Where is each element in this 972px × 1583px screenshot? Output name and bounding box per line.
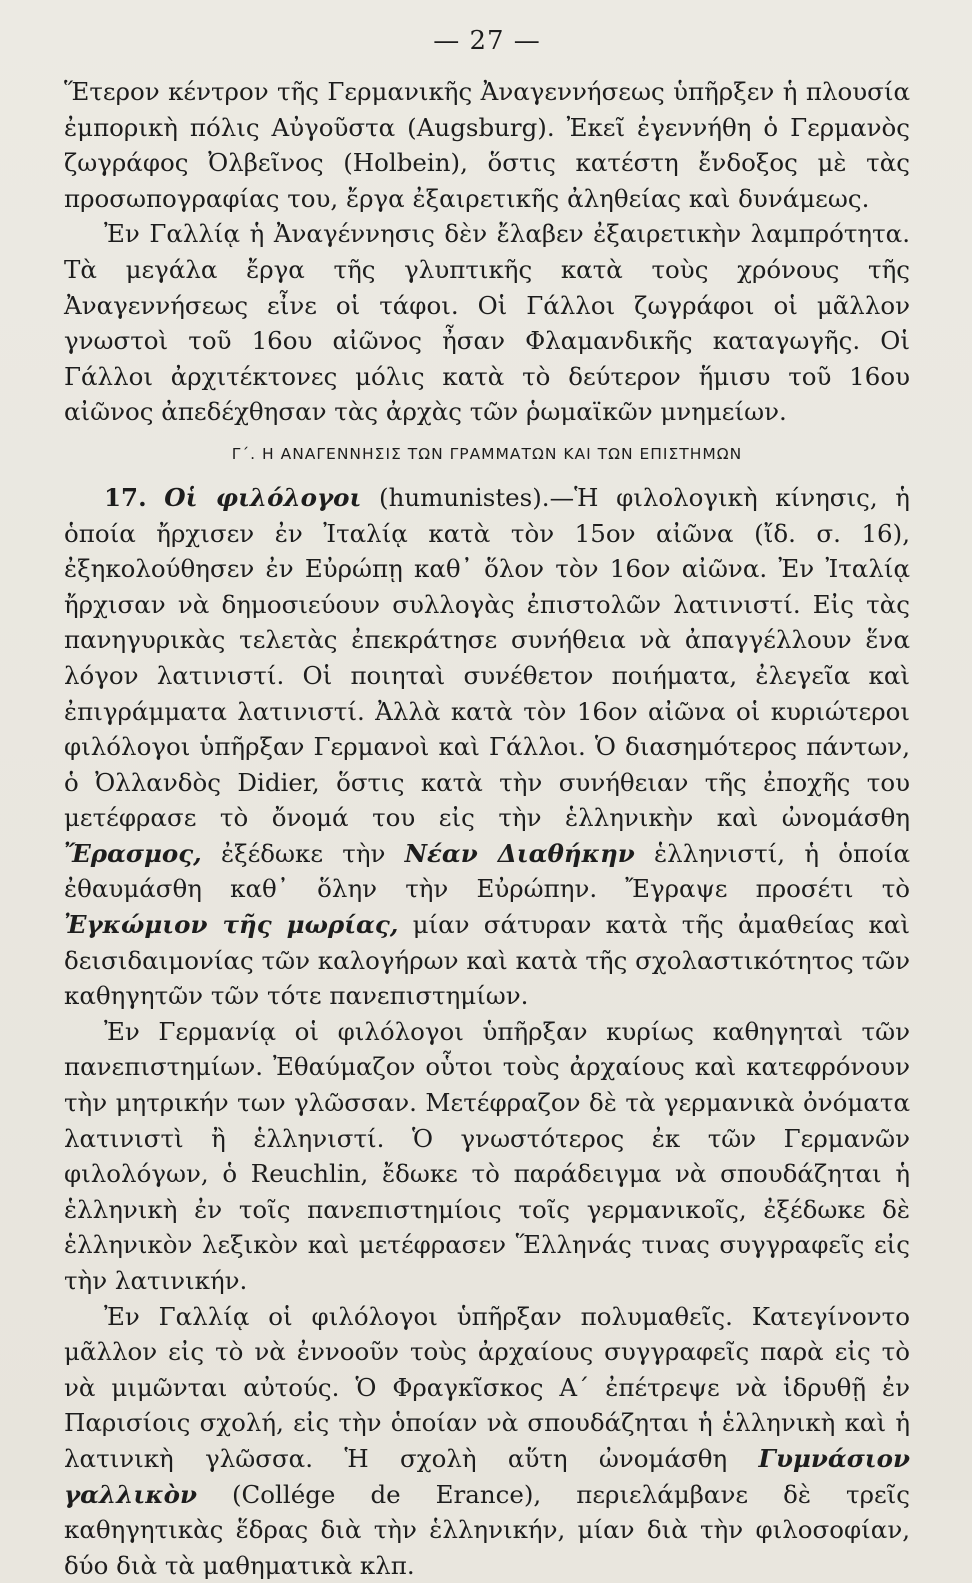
humanists-text-d: μίαν σάτυραν κατὰ τῆς ἀμαθείας καὶ δεισιδαιμονίας τῶν καλογήρων καὶ κατὰ τῆς σχολαστικότητος τῶν καθηγητῶν τῶν τότε πανεπιστημίων. (64, 910, 910, 1011)
paragraph-germany-humanists (64, 1014, 910, 1299)
emph-college-de-france: Γυμνάσιον γαλλικὸν (64, 1443, 910, 1509)
humanists-text-c: ἑλληνιστί, ἡ ὁποία ἐθαυμάσθη καθ᾽ ὅλην τὴν Εὐρώπην. Ἔγραψε προσέτι τὸ (64, 838, 910, 904)
emph-new-testament: Νέαν Διαθήκην (404, 838, 635, 868)
paragraph-augsburg-text: Ἕτερον κέντρον τῆς Γερμανικῆς Ἀναγεννήσεως ὑπῆρξεν ἡ πλουσία ἐμπορικὴ πόλις Αὐγοῦστα (Augsburg). Ἐκεῖ ἐγεννήθη ὁ Γερμανὸς ζωγράφος Ὀλβεῖνος (Holbein), ὅστις κατέστη ἔνδοξος μὲ τὰς προσωπογραφίας του, ἔργα ἐξαιρετικῆς ἀληθείας καὶ δυνάμεως. (64, 77, 910, 213)
france-humanists-text-a: Ἐν Γαλλίᾳ οἱ φιλόλογοι ὑπῆρξαν πολυμαθεῖς. Κατεγίνοντο μᾶλλον εἰς τὸ νὰ ἐννοοῦν τοὺς ἀρχαίους συγγραφεῖς παρὰ εἰς τὸ νὰ μιμῶνται αὐτούς. Ὁ Φραγκῖσκος Α΄ ἐπέτρεψε νὰ ἱδρυθῇ ἐν Παρισίοις σχολή, εἰς τὴν ὁποίαν νὰ σπουδάζηται ἡ ἑλληνικὴ καὶ ἡ λατινικὴ γλῶσσα. Ἡ σχολὴ αὕτη ὠνομάσθη (64, 1301, 910, 1473)
france-humanists-text-b: (Collége de Erance), περιελάμβανε δὲ τρεῖς καθηγητικὰς ἕδρας διὰ τὴν ἑλληνικήν, μίαν διὰ τὴν φιλοσοφίαν, δύο διὰ τὰ μαθηματικὰ κλπ. (64, 1479, 910, 1580)
subsection-number: 17. (104, 482, 147, 512)
humanists-text-a: (humunistes).—Ἡ φιλολογικὴ κίνησις, ἡ ὁποία ἤρχισεν ἐν Ἰταλίᾳ κατὰ τὸν 15ον αἰῶνα (ἴδ. σ. 16), ἐξηκολούθησεν ἐν Εὐρώπῃ καθ᾽ ὅλον τὸν 16ον αἰῶνα. Ἐν Ἰταλίᾳ ἤρχισαν νὰ δημοσιεύουν συλλογὰς ἐπιστολῶν λατινιστί. Εἰς τὰς πανηγυρικὰς τελετὰς ἐπεκράτησε συνήθεια νὰ ἀπαγγέλλουν ἕνα λόγον λατινιστί. Οἱ ποιηταὶ συνέθετον ποιήματα, ἐλεγεῖα καὶ ἐπιγράμματα λατινιστί. Ἀλλὰ κατὰ τὸν 16ον αἰῶνα οἱ κυριώτεροι φιλόλογοι ὑπῆρξαν Γερμανοὶ καὶ Γάλλοι. Ὁ διασημότερος πάντων, ὁ Ὀλλανδὸς Didier, ὅστις κατὰ τὴν συνήθειαν τῆς ἐποχῆς του μετέφρασε τὸ ὄνομά του εἰς τὴν ἑλληνικὴν καὶ ὠνομάσθη (64, 482, 910, 833)
emph-praise-of-folly: Ἐγκώμιον τῆς μωρίας, (64, 910, 399, 940)
paragraph-augsburg (64, 74, 910, 216)
subsection-title: Οἱ φιλόλογοι (164, 482, 362, 512)
section-heading: Γ΄. Η ΑΝΑΓΕΝΝΗΣΙΣ ΤΩΝ ΓΡΑΜΜΑΤΩΝ ΚΑΙ ΤΩΝ ΕΠΙΣΤΗΜΩΝ (231, 444, 743, 463)
paragraph-france-renaissance (64, 216, 910, 430)
paragraph-france-humanists (64, 1299, 910, 1583)
emph-erasmus: Ἔρασμος, (64, 838, 202, 868)
page-number: — 27 — (433, 26, 541, 56)
paragraph-france-renaissance-text: Ἐν Γαλλίᾳ ἡ Ἀναγέννησις δὲν ἔλαβεν ἐξαιρετικὴν λαμπρότητα. Τὰ μεγάλα ἔργα τῆς γλυπτικῆς κατὰ τοὺς χρόνους τῆς Ἀναγεννήσεως εἶνε οἱ τάφοι. Οἱ Γάλλοι ζωγράφοι οἱ μᾶλλον γνωστοὶ τοῦ 16ου αἰῶνος ἦσαν Φλαμανδικῆς καταγωγῆς. Οἱ Γάλλοι ἀρχιτέκτονες μόλις κατὰ τὸ δεύτερον ἥμισυ τοῦ 16ου αἰῶνος ἀπεδέχθησαν τὰς ἀρχὰς τῶν ῥωμαϊκῶν μνημείων. (64, 219, 910, 427)
paragraph-humanists (64, 480, 910, 1014)
paragraph-germany-humanists-text: Ἐν Γερμανίᾳ οἱ φιλόλογοι ὑπῆρξαν κυρίως καθηγηταὶ τῶν πανεπιστημίων. Ἐθαύμαζον οὗτοι τοὺς ἀρχαίους καὶ κατεφρόνουν τὴν μητρικήν των γλῶσσαν. Μετέφραζον δὲ τὰ γερμανικὰ ὀνόματα λατινιστὶ ἢ ἑλληνιστί. Ὁ γνωστότερος ἐκ τῶν Γερμανῶν φιλολόγων, ὁ Reuchlin, ἔδωκε τὸ παράδειγμα νὰ σπουδάζηται ἡ ἑλληνικὴ ἐν τοῖς πανεπιστημίοις τοῖς γερμανικοῖς, ἐξέδωκε δὲ ἑλληνικὸν λεξικὸν καὶ μετέφρασεν Ἕλληνάς τινας συγγραφεῖς εἰς τὴν λατινικήν. (64, 1016, 910, 1295)
humanists-text-b: ἐξέδωκε τὴν (201, 838, 405, 868)
